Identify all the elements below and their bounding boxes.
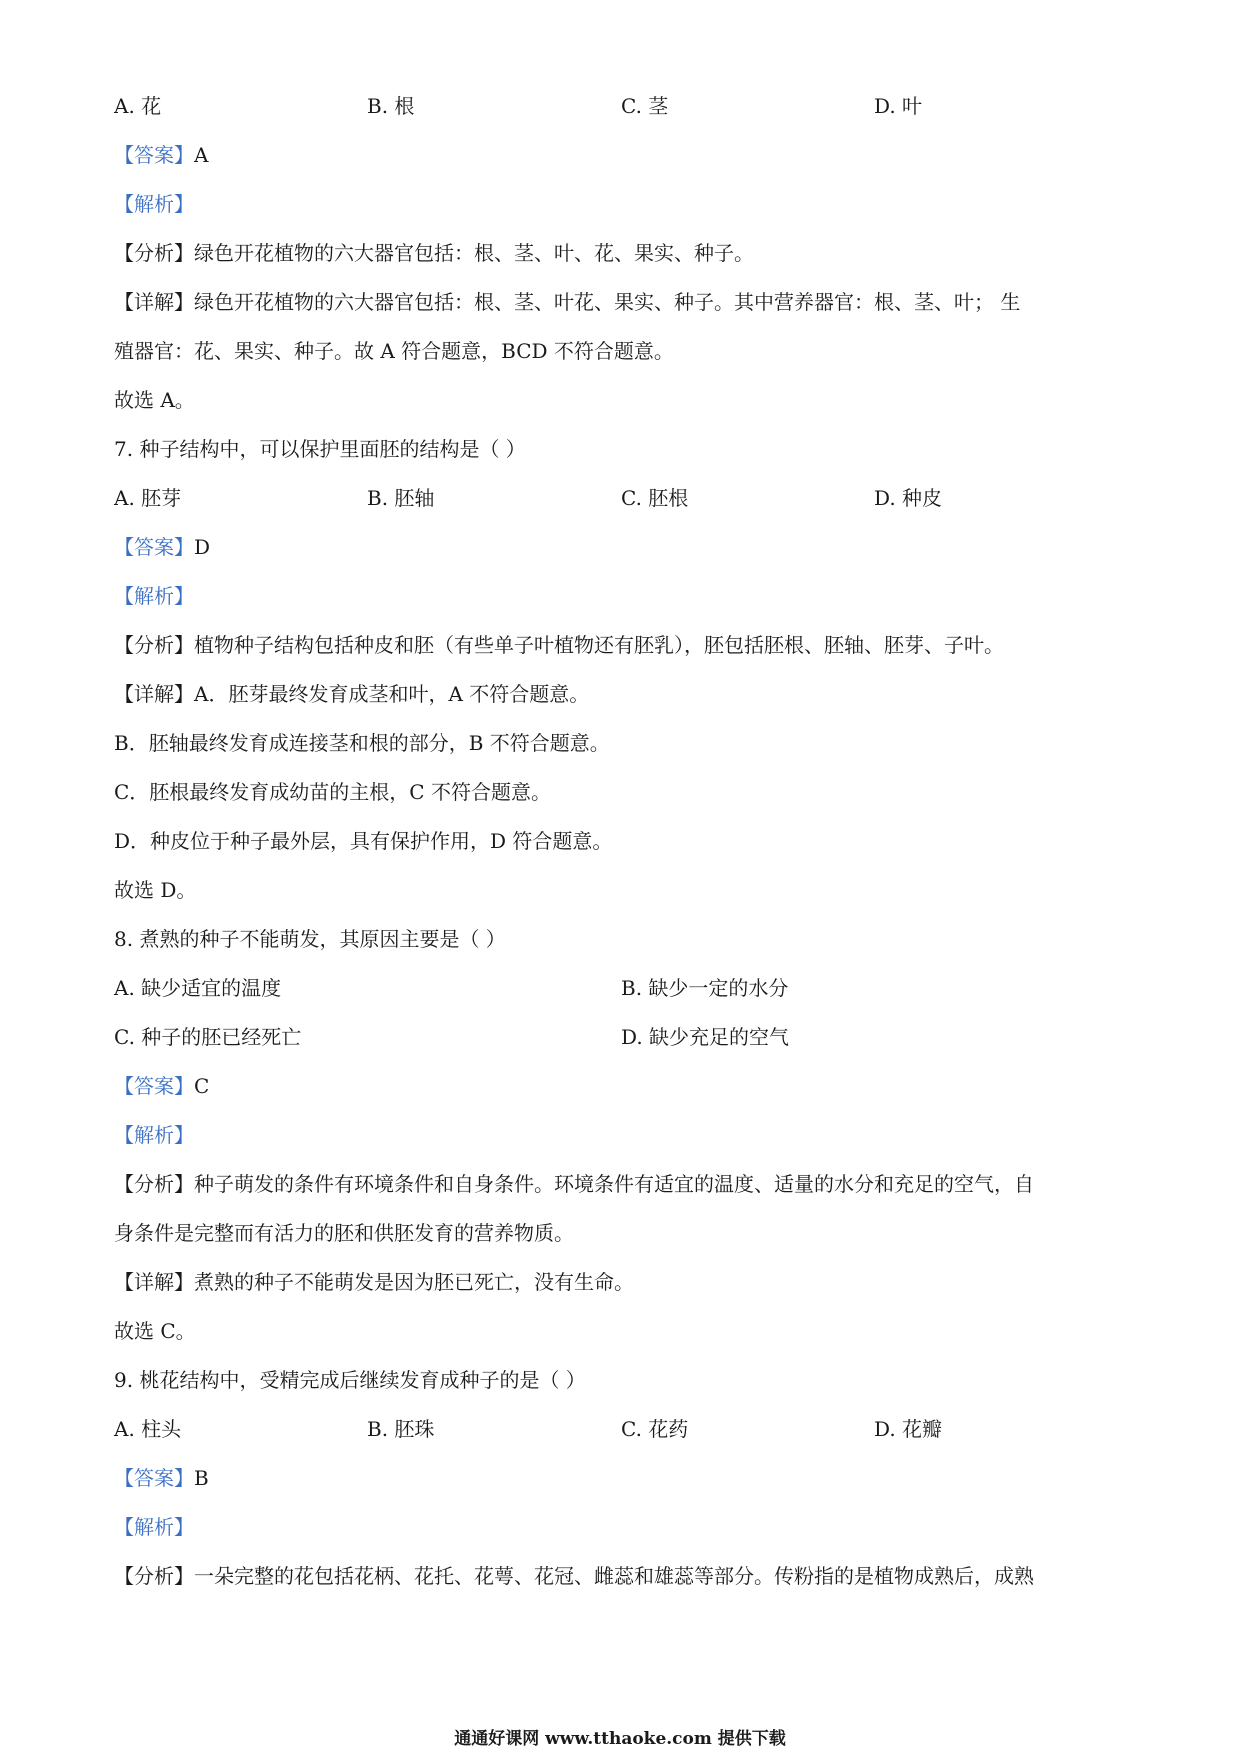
answer-tag: 【答案】 [114,143,194,167]
q6-answer [114,141,208,169]
q6-option-a: A. 花 [114,94,162,118]
q9-option-c: C. 花药 [621,1417,689,1441]
q7-detail-d: D．种皮位于种子最外层，具有保护作用，D 符合题意。 [114,829,613,853]
q7-stem: 7. 种子结构中，可以保护里面胚的结构是（ ） [114,437,526,461]
q7-option-a: A. 胚芽 [114,486,182,510]
q9-option-b: B. 胚珠 [367,1417,435,1441]
q7-choice: 故选 D。 [114,878,197,902]
q8-option-a: A. 缺少适宜的温度 [114,976,282,1000]
q9-option-a: A. 柱头 [114,1417,182,1441]
q8-analysis-tag: 【解析】 [114,1123,194,1147]
answer-value: A [194,143,209,167]
answer-tag: 【答案】 [114,1074,194,1098]
q8-option-b: B. 缺少一定的水分 [621,976,789,1000]
q7-answer [114,533,210,561]
q8-answer [114,1072,209,1100]
q7-option-c: C. 胚根 [621,486,689,510]
q6-option-d: D. 叶 [874,94,923,118]
q6-option-b: B. 根 [367,94,415,118]
q6-option-c: C. 茎 [621,94,669,118]
answer-value: C [194,1074,210,1098]
q7-analysis-tag: 【解析】 [114,584,194,608]
q8-fenxi-line-1: 【分析】种子萌发的条件有环境条件和自身条件。环境条件有适宜的温度、适量的水分和充足的空气，自 [114,1172,1034,1196]
answer-value: B [194,1466,209,1490]
answer-tag: 【答案】 [114,1466,194,1490]
q7-option-d: D. 种皮 [874,486,943,510]
q8-stem: 8. 煮熟的种子不能萌发，其原因主要是（ ） [114,927,506,951]
q7-detail-c: C．胚根最终发育成幼苗的主根，C 不符合题意。 [114,780,551,804]
q8-xiangjie: 【详解】煮熟的种子不能萌发是因为胚已死亡，没有生命。 [114,1270,634,1294]
q8-choice: 故选 C。 [114,1319,196,1343]
q8-fenxi-line-2: 身条件是完整而有活力的胚和供胚发育的营养物质。 [114,1221,574,1245]
q7-xiangjie: 【详解】A．胚芽最终发育成茎和叶，A 不符合题意。 [114,682,590,706]
q6-choice: 故选 A。 [114,388,195,412]
answer-tag: 【答案】 [114,535,194,559]
q9-analysis-tag: 【解析】 [114,1515,194,1539]
q6-fenxi: 【分析】绿色开花植物的六大器官包括：根、茎、叶、花、果实、种子。 [114,241,754,265]
q9-option-d: D. 花瓣 [874,1417,943,1441]
page-footer: 通通好课网 www.tthaoke.com 提供下载 [454,1729,786,1749]
q9-fenxi: 【分析】一朵完整的花包括花柄、花托、花萼、花冠、雌蕊和雄蕊等部分。传粉指的是植物成熟后，成熟 [114,1564,1034,1588]
q8-option-d: D. 缺少充足的空气 [621,1025,790,1049]
answer-value: D [194,535,211,559]
q6-xiangjie-line-1: 【详解】绿色开花植物的六大器官包括：根、茎、叶花、果实、种子。其中营养器官：根、茎、叶； 生 [114,290,1021,314]
q8-option-c: C. 种子的胚已经死亡 [114,1025,302,1049]
q9-stem: 9. 桃花结构中，受精完成后继续发育成种子的是（ ） [114,1368,586,1392]
q6-analysis-tag: 【解析】 [114,192,194,216]
q7-option-b: B. 胚轴 [367,486,435,510]
q7-detail-b: B．胚轴最终发育成连接茎和根的部分，B 不符合题意。 [114,731,610,755]
q7-fenxi: 【分析】植物种子结构包括种皮和胚（有些单子叶植物还有胚乳），胚包括胚根、胚轴、胚芽、子叶。 [114,633,1004,657]
q6-xiangjie-line-2: 殖器官：花、果实、种子。故 A 符合题意，BCD 不符合题意。 [114,339,674,363]
q9-answer [114,1464,209,1492]
